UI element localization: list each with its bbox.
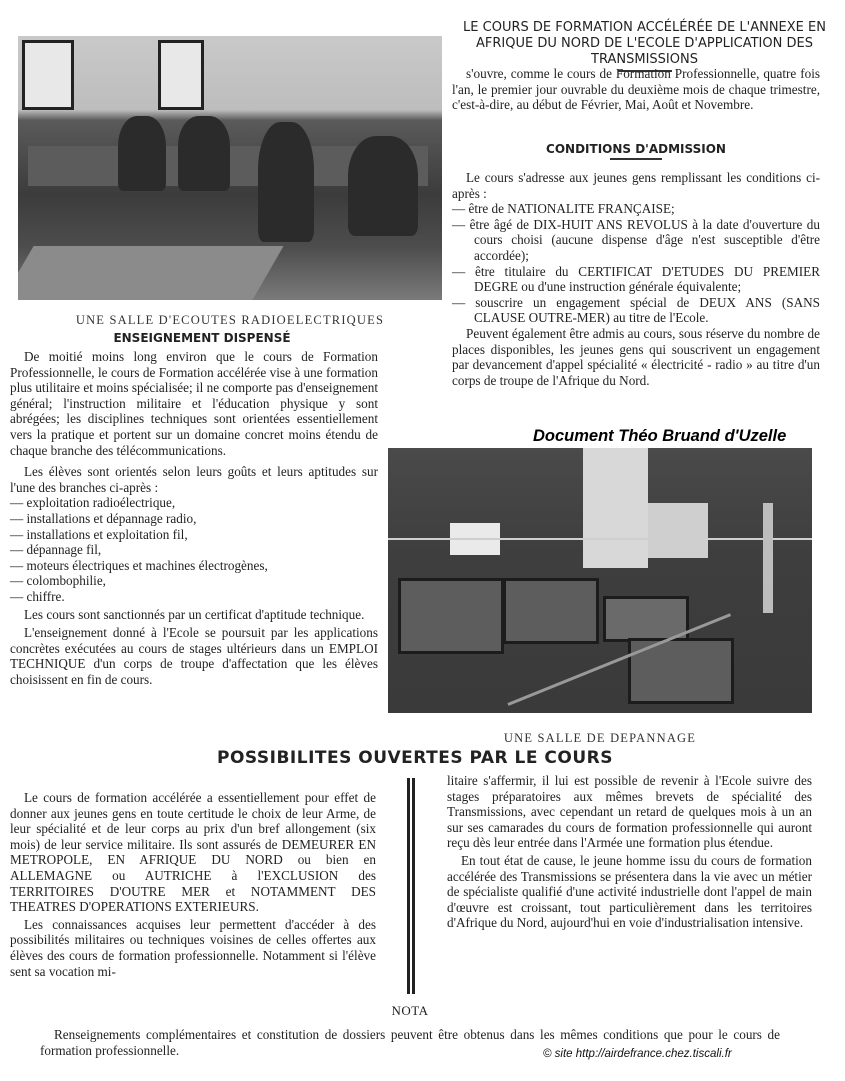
wall (583, 448, 648, 568)
floor (18, 246, 284, 300)
column-divider (407, 778, 415, 994)
branch-item: — chiffre. (10, 589, 378, 605)
possibilities-heading: POSSIBILITES OUVERTES PAR LE COURS (217, 748, 613, 768)
possibilities-right-column (447, 773, 812, 931)
operator-figure (258, 122, 314, 242)
nota-text: Renseignements complémentaires et constitution de dossiers peuvent être obtenus dans les mêmes conditions que pour le cours de formation professionnelle. (40, 1027, 780, 1058)
copyright-notice: © site http://airdefrance.chez.tiscali.fr (543, 1048, 732, 1060)
window (22, 40, 74, 110)
possibilities-left-column (10, 790, 376, 979)
workbench (503, 578, 599, 644)
branch-item: — installations et exploitation fil, (10, 527, 378, 543)
possibilities-right-para-1: litaire s'affermir, il lui est possible de revenir à l'Ecole suivre des stages préparatoires aux mêmes brevets de spécialité des Transmissions, avec cependant un retard de quelques mois à un an sur ses camarades du cours de formation professionnelle qui auront reçu dès leur entrée dans l'Armée une formation plus étendue. (447, 773, 812, 851)
admission-condition: — être de NATIONALITE FRANÇAISE; (452, 201, 820, 217)
operator-figure (178, 116, 230, 191)
admission-intro: Le cours s'adresse aux jeunes gens remplissant les conditions ci-après : (452, 170, 820, 201)
intro-paragraph: s'ouvre, comme le cours de Formation Professionnelle, quatre fois l'an, le premier jour ouvrable du deuxième mois de chaque trimestre, c'est-à-dire, au début de Février, Mai, Août et Novembre. (452, 66, 820, 113)
branch-item: — moteurs électriques et machines électrogènes, (10, 558, 378, 574)
nota-heading: NOTA (391, 1003, 429, 1018)
photo-caption-listening-room: UNE SALLE D'ECOUTES RADIOELECTRIQUES (75, 313, 385, 327)
workbench (398, 578, 504, 654)
article-title (452, 20, 837, 72)
admission-condition: — être titulaire du CERTIFICAT D'ETUDES DU PREMIER DEGRE ou d'une instruction générale équivalente; (452, 264, 820, 295)
window (158, 40, 204, 110)
admission-conditions-list (452, 201, 820, 326)
possibilities-left-para-2: Les connaissances acquises leur permettent d'accéder à des possibilités militaires ou techniques voisines de celles offertes aux élèves des cours de formation professionnelle. Notamment si l'élève sent sa vocation mi- (10, 916, 376, 979)
document-credit: Document Théo Bruand d'Uzelle (533, 427, 787, 445)
admission-heading-text: CONDITIONS D'ADMISSION (546, 142, 726, 156)
photo-caption-repair-room: UNE SALLE DE DEPANNAGE (503, 731, 697, 745)
intro-section (452, 66, 820, 113)
heading-underline (610, 158, 662, 160)
photo-listening-room (18, 36, 442, 300)
scan-crease (388, 538, 812, 540)
operator-figure (348, 136, 418, 236)
teaching-para-2: Les élèves sont orientés selon leurs goûts et leurs aptitudes sur l'une des branches ci-après : (10, 464, 378, 495)
panel (763, 503, 773, 613)
article-title-line-1: LE COURS DE FORMATION ACCÉLÉRÉE DE L'ANNEXE EN (463, 20, 826, 35)
branch-item: — colombophilie, (10, 573, 378, 589)
teaching-para-3: Les cours sont sanctionnés par un certificat d'aptitude technique. (24, 606, 365, 622)
branch-item: — dépannage fil, (10, 542, 378, 558)
branches-list (10, 495, 378, 604)
possibilities-right-para-2: En tout état de cause, le jeune homme issu du cours de formation accélérée des Transmissions se présentera dans la vie avec un métier de spécialiste qualifié d'une activité industrielle dont l'appel de main d'œuvre est croissant, tout particulièrement dans les territoires d'Afrique du Nord, aujourd'hui en voie d'industrialisation intensive. (447, 852, 812, 931)
admission-heading (452, 142, 820, 160)
admission-section (452, 170, 820, 388)
branch-item: — installations et dépannage radio, (10, 511, 378, 527)
teaching-heading: ENSEIGNEMENT DISPENSÉ (113, 331, 291, 345)
teaching-para-1: De moitié moins long environ que le cours de Formation Professionnelle, le cours de Formation accélérée vise à une formation plus utilitaire et moins spécialisée; il ne comporte pas d'enseignement général; l'instruction militaire et l'éducation physique y sont abrégées; les disciplines techniques sont orientées essentiellement vers la pratique et portent sur un domaine concret moins étendu de chaque branche des télécommunications. (10, 349, 378, 458)
admission-condition: — être âgé de DIX-HUIT ANS REVOLUS à la date d'ouverture du cours choisi (aucune dispense d'âge n'est susceptible d'être accordée); (452, 217, 820, 264)
possibilities-left-para-1: Le cours de formation accélérée a essentiellement pour effet de donner aux jeunes gens en toute certitude le choix de leur Arme, de leur spécialité et de leur corps au prix d'un bref allongement (six mois) de leur service militaire. Ils sont assurés de DEMEURER EN METROPOLE, EN AFRIQUE DU NORD ou bien en ALLEMAGNE ou AUTRICHE à l'EXCLUSION des TERRITOIRES D'OUTRE MER et NOTAMMENT DES THEATRES D'OPERATIONS EXTERIEURS. (10, 790, 376, 915)
admission-condition: — souscrire un engagement spécial de DEUX ANS (SANS CLAUSE OUTRE-MER) au titre de l'Ecole. (452, 295, 820, 326)
operator-figure (118, 116, 166, 191)
admission-extra: Peuvent également être admis au cours, sous réserve du nombre de places disponibles, les jeunes gens qui souscrivent un engagement par devancement d'appel spécialité « électricité - radio » au titre d'un corps de troupe de l'Afrique du Nord. (452, 325, 820, 388)
teaching-para-4: L'enseignement donné à l'Ecole se poursuit par les applications concrètes exécutées au cours de stages ultérieurs dans un EMPLOI TECHNIQUE d'un corps de troupe d'affectation que les élèves choisissent en fin de cours. (10, 625, 378, 687)
wall (648, 503, 708, 558)
article-title-line-2: AFRIQUE DU NORD DE L'ECOLE D'APPLICATION DES TRANSMISSIONS (476, 36, 813, 67)
branch-item: — exploitation radioélectrique, (10, 495, 378, 511)
teaching-section (10, 349, 378, 687)
photo-repair-room (388, 448, 812, 713)
